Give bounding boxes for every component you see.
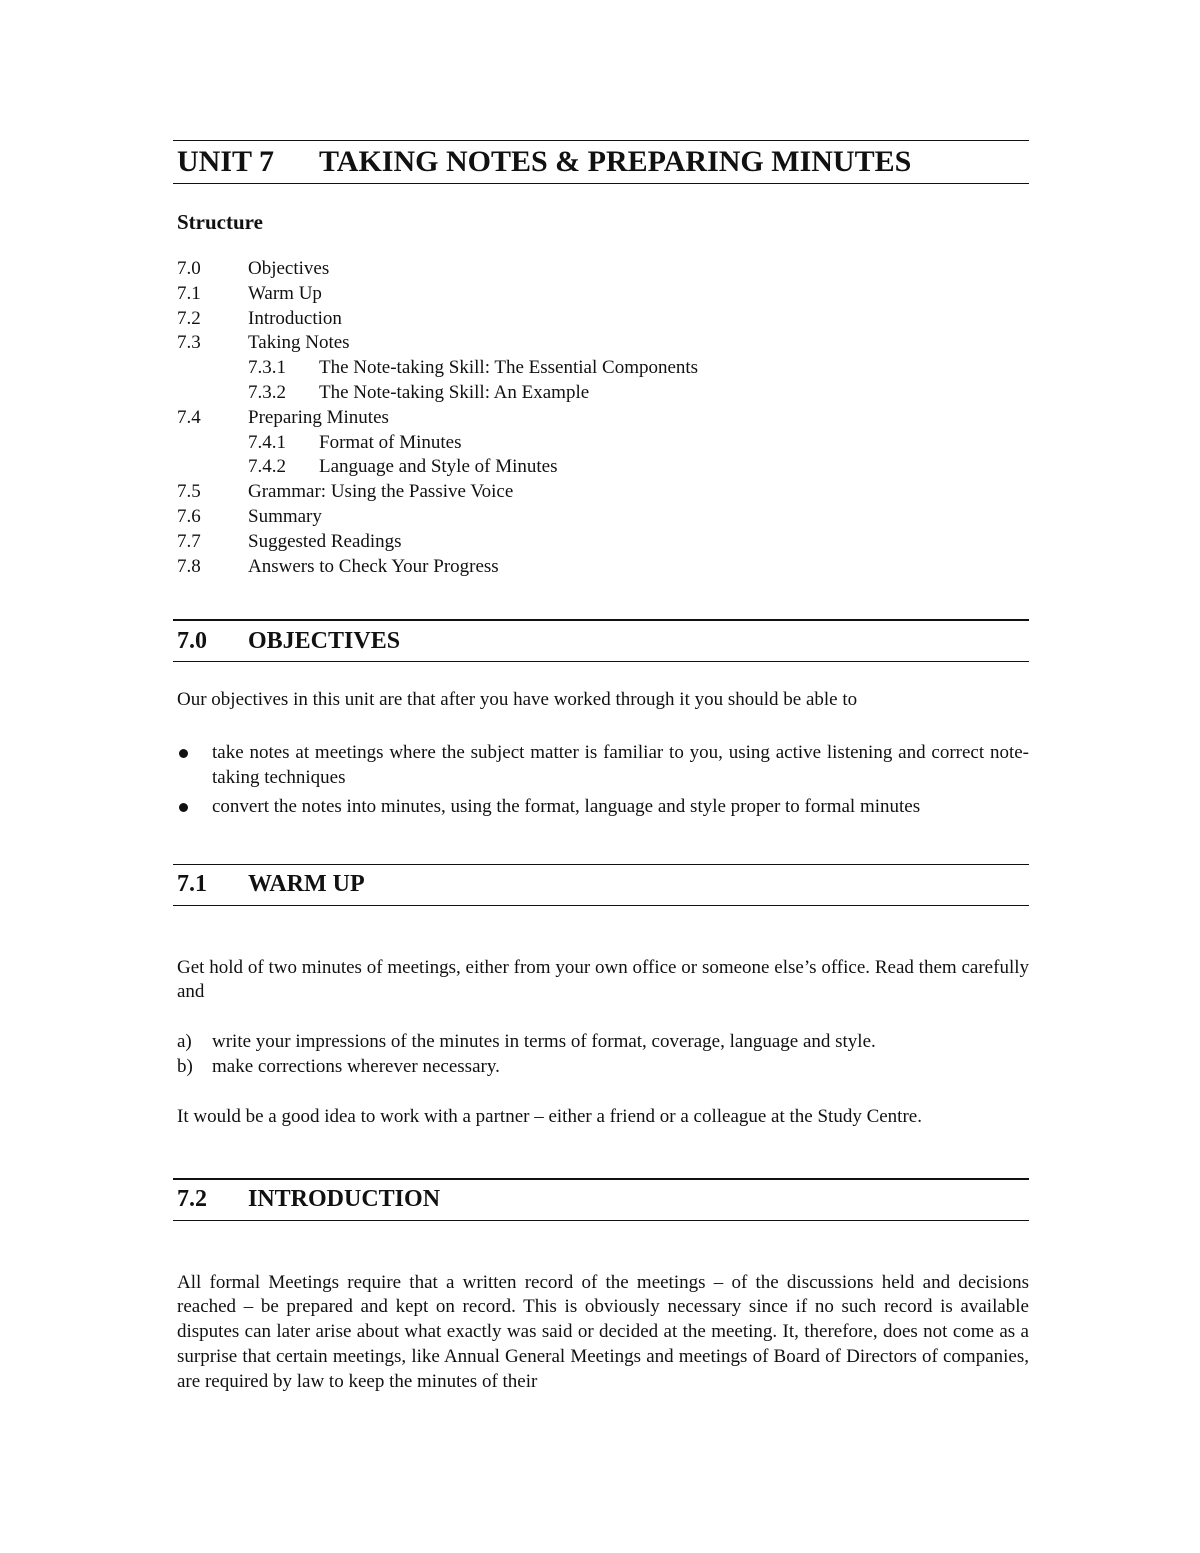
objectives-intro: Our objectives in this unit are that after you have worked through it you should be able to xyxy=(177,689,858,711)
toc-number: 7.0 xyxy=(177,258,201,279)
toc-label: Taking Notes xyxy=(248,332,350,354)
structure-list xyxy=(177,257,1029,579)
toc-label: Summary xyxy=(248,505,322,527)
toc-number: 7.4.2 xyxy=(248,456,286,478)
toc-number: 7.8 xyxy=(177,555,201,577)
toc-number: 7.1 xyxy=(177,282,201,304)
bullet-icon xyxy=(177,741,212,791)
list-marker: a) xyxy=(177,1031,192,1053)
toc-subitem xyxy=(177,455,1029,480)
toc-number: 7.2 xyxy=(177,307,201,329)
toc-label: Objectives xyxy=(248,258,330,279)
section-bottom-rule xyxy=(173,1220,1029,1221)
section-heading-introduction xyxy=(173,1180,1029,1220)
toc-label: The Note-taking Skill: The Essential Components xyxy=(319,357,699,379)
section-bottom-rule xyxy=(173,661,1029,662)
objectives-list xyxy=(177,741,1029,819)
section-number: 7.0 xyxy=(177,627,207,654)
toc-subitem xyxy=(177,381,1029,406)
bullet-text: take notes at meetings where the subject matter is familiar to you, using active listening and correct note-taking techniques xyxy=(212,742,1029,788)
section-number: 7.2 xyxy=(177,1186,207,1213)
toc-label: Preparing Minutes xyxy=(248,406,389,428)
section-heading-objectives xyxy=(173,621,1029,661)
list-item xyxy=(177,1030,1029,1055)
toc-item xyxy=(177,307,1029,332)
toc-label: Warm Up xyxy=(248,282,322,304)
toc-number: 7.3.1 xyxy=(248,357,286,379)
toc-item xyxy=(177,406,1029,431)
toc-item xyxy=(177,555,1029,580)
toc-item xyxy=(177,530,1029,555)
bullet-icon xyxy=(177,795,212,820)
unit-number: UNIT 7 xyxy=(177,145,274,178)
section-heading-warmup xyxy=(173,865,1029,905)
toc-subitem xyxy=(177,356,1029,381)
introduction-text: All formal Meetings require that a written record of the meetings – of the discussions held and decisions reached – be prepared and kept on record. This is obviously necessary since if no such record is available disputes can later arise about what exactly was said or decided at the meeting. It, therefore, does not come as a surprise that certain meetings, like Annual General Meetings and meetings of Board of Directors of companies, are required by law to keep the minutes of their xyxy=(177,1271,1029,1392)
list-text: write your impressions of the minutes in terms of format, coverage, language and style. xyxy=(212,1031,876,1053)
list-text: make corrections wherever necessary. xyxy=(212,1055,500,1077)
toc-number: 7.6 xyxy=(177,505,201,527)
structure-heading: Structure xyxy=(177,210,263,234)
toc-subitem xyxy=(177,431,1029,456)
toc-number: 7.4.1 xyxy=(248,431,286,453)
toc-item xyxy=(177,480,1029,505)
section-title: INTRODUCTION xyxy=(248,1186,441,1213)
toc-label: Answers to Check Your Progress xyxy=(248,555,499,577)
toc-number: 7.4 xyxy=(177,406,201,428)
toc-number: 7.5 xyxy=(177,481,201,503)
toc-label: The Note-taking Skill: An Example xyxy=(319,381,590,403)
bullet-text: convert the notes into minutes, using the format, language and style proper to formal minutes xyxy=(212,795,921,817)
warmup-note: It would be a good idea to work with a partner – either a friend or a colleague at the Study Centre. xyxy=(177,1105,922,1127)
toc-item xyxy=(177,257,1029,282)
toc-number: 7.3 xyxy=(177,332,201,354)
section-number: 7.1 xyxy=(177,871,207,898)
section-bottom-rule xyxy=(173,905,1029,906)
toc-label: Grammar: Using the Passive Voice xyxy=(248,481,514,503)
toc-number: 7.7 xyxy=(177,530,201,552)
toc-item xyxy=(177,282,1029,307)
warmup-list xyxy=(177,1030,1029,1080)
section-title: WARM UP xyxy=(248,871,365,898)
document-page xyxy=(173,140,1029,1414)
unit-title: TAKING NOTES & PREPARING MINUTES xyxy=(319,145,912,178)
unit-heading xyxy=(173,141,1029,183)
toc-item xyxy=(177,331,1029,356)
toc-label: Introduction xyxy=(248,307,342,329)
toc-number: 7.3.2 xyxy=(248,381,286,403)
list-item xyxy=(177,741,1029,791)
unit-bottom-rule xyxy=(173,183,1029,184)
list-item xyxy=(177,1055,1029,1080)
toc-label: Language and Style of Minutes xyxy=(319,456,558,478)
warmup-intro: Get hold of two minutes of meetings, either from your own office or someone else’s office. Read them carefully and xyxy=(177,956,1029,1003)
toc-label: Format of Minutes xyxy=(319,431,462,453)
list-item xyxy=(177,795,1029,820)
section-title: OBJECTIVES xyxy=(248,627,401,654)
list-marker: b) xyxy=(177,1055,193,1077)
toc-label: Suggested Readings xyxy=(248,530,402,552)
toc-item xyxy=(177,505,1029,530)
